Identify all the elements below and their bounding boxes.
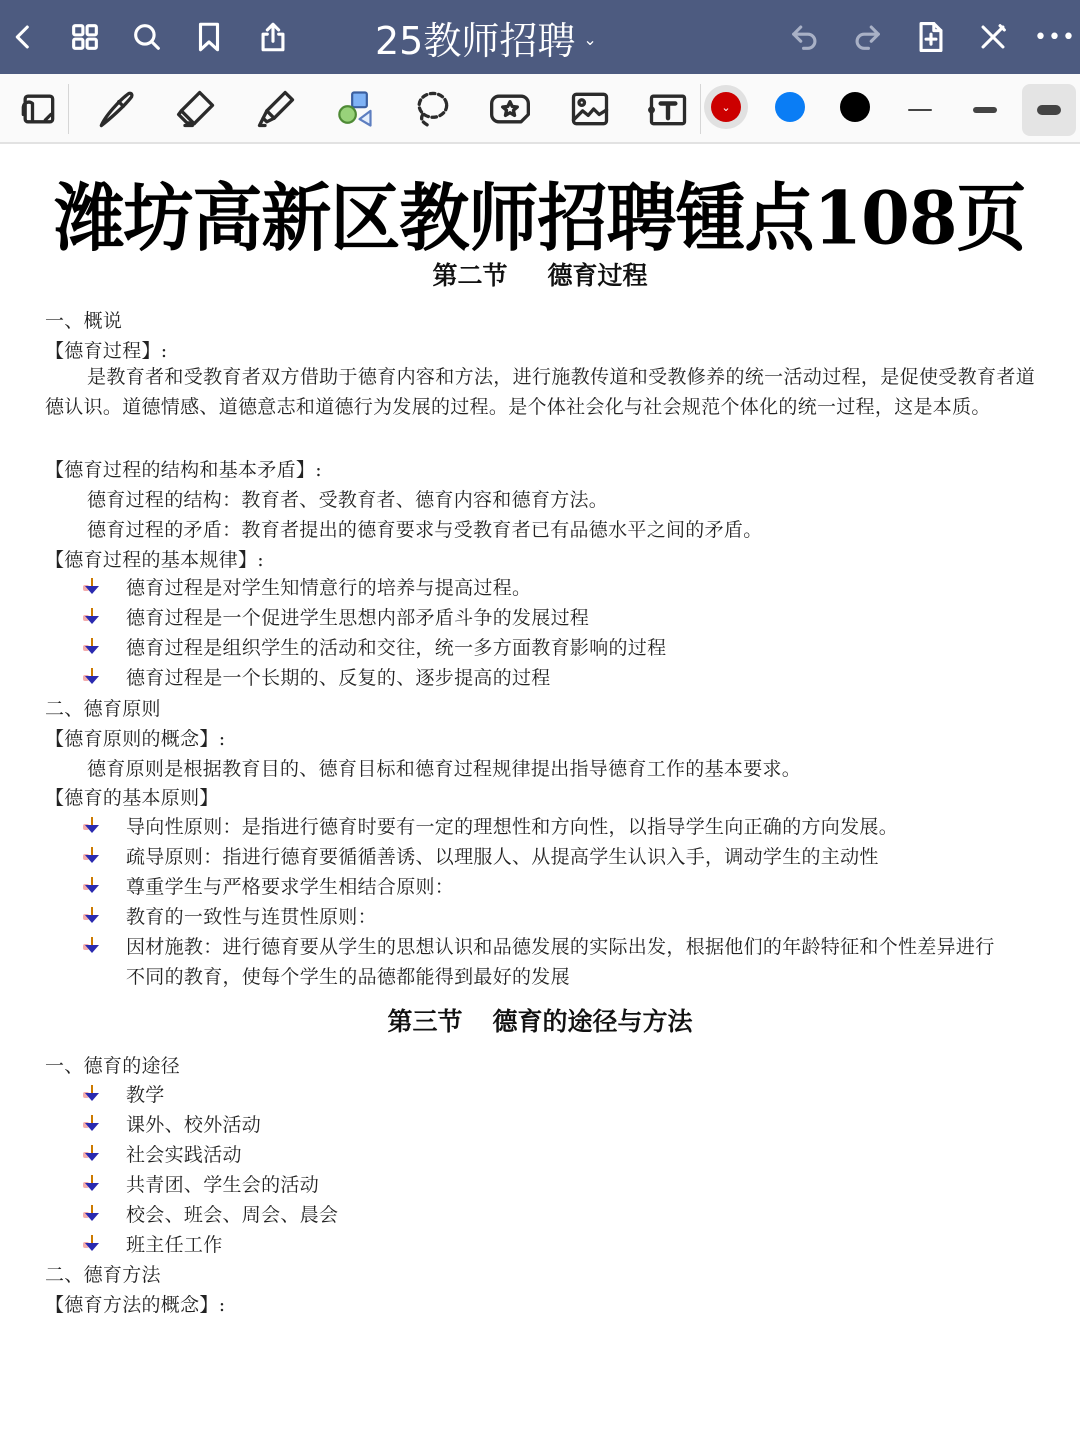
text-box-icon[interactable] (642, 84, 694, 134)
arrow-bullet-icon (82, 666, 102, 688)
list-item: 校会、班会、周会、晨会 (82, 1200, 338, 1227)
toolbar-divider (700, 84, 701, 134)
contradiction-text: 德育过程的矛盾：教育者提出的德育要求与受教育者已有品德水平之间的矛盾。 (87, 519, 763, 541)
add-page-icon[interactable] (912, 18, 950, 56)
section-heading-2 (0, 256, 1080, 292)
term-label: 【德育方法的概念】: (45, 1294, 226, 1316)
list-item: 德育过程是组织学生的活动和交往，统一多方面教育影响的过程 (82, 633, 666, 660)
read-mode-icon[interactable] (12, 84, 64, 134)
arrow-bullet-icon (82, 1113, 102, 1135)
list-item: 教学 (82, 1080, 165, 1107)
document-page (0, 146, 1080, 1440)
arrow-bullet-icon (82, 606, 102, 628)
list-item: 德育过程是对学生知情意行的培养与提高过程。 (82, 573, 531, 600)
document-title-dropdown[interactable] (375, 12, 597, 62)
shapes-icon[interactable] (328, 84, 380, 134)
list-item: 因材施教：进行德育要从学生的思想认识和品德发展的实际出发，根据他们的年龄特征和个性差异进行 (82, 932, 995, 959)
list-item: 德育过程是一个促进学生思想内部矛盾斗争的发展过程 (82, 603, 589, 630)
arrow-bullet-icon (82, 1173, 102, 1195)
lasso-icon[interactable] (406, 84, 458, 134)
back-icon[interactable] (4, 18, 42, 56)
term-label: 【德育的基本原则】 (45, 787, 219, 809)
top-nav-bar (0, 0, 1080, 74)
arrow-bullet-icon (82, 636, 102, 658)
redo-icon[interactable] (848, 18, 886, 56)
arrow-bullet-icon (82, 1143, 102, 1165)
section-heading-3 (0, 1002, 1080, 1038)
arrow-bullet-icon (82, 1233, 102, 1255)
structure-text: 德育过程的结构：教育者、受教育者、德育内容和德育方法。 (87, 489, 609, 511)
list-item: 班主任工作 (82, 1230, 223, 1257)
list-item: 德育过程是一个长期的、反复的、逐步提高的过程 (82, 663, 551, 690)
chevron-down-icon: ⌄ (721, 100, 731, 114)
list-item: 疏导原则：指进行德育要循循善诱、以理服人、从提高学生认识入手，调动学生的主动性 (82, 842, 879, 869)
toolbar-divider (68, 84, 69, 134)
list-item: 导向性原则：是指进行德育时要有一定的理想性和方向性，以指导学生向正确的方向发展。 (82, 812, 898, 839)
arrow-bullet-icon (82, 1203, 102, 1225)
part-heading: 一、德育的途径 (45, 1055, 181, 1077)
arrow-bullet-icon (82, 576, 102, 598)
arrow-bullet-icon (82, 905, 102, 927)
list-item: 课外、校外活动 (82, 1110, 261, 1137)
term-definition: 是教育者和受教育者双方借助于德育内容和方法，进行施教传道和受教修养的统一活动过程，是促使受教育者道德认识。道德情感、道德意志和道德行为发展的过程。是个体社会化与社会规范个体化的统一过程，这是本质。 (45, 366, 1035, 418)
undo-icon[interactable] (786, 18, 824, 56)
share-icon[interactable] (254, 18, 292, 56)
part-heading: 二、德育方法 (45, 1264, 161, 1286)
stroke-width-thick[interactable] (1022, 84, 1076, 136)
arrow-bullet-icon (82, 935, 102, 957)
chevron-down-icon: ⌄ (583, 29, 597, 49)
stroke-width-medium[interactable] (958, 84, 1012, 136)
term-label: 【德育过程的基本规律】: (45, 549, 265, 571)
list-item: 尊重学生与严格要求学生相结合原则： (82, 872, 454, 899)
color-swatch-blue[interactable] (775, 92, 805, 122)
arrow-bullet-icon (82, 875, 102, 897)
part-heading: 一、概说 (45, 310, 123, 332)
list-item: 社会实践活动 (82, 1140, 242, 1167)
more-icon[interactable]: ••• (1034, 24, 1076, 50)
sticker-icon[interactable] (484, 84, 536, 134)
color-swatch-black[interactable] (840, 92, 870, 122)
term-label: 【德育过程】: (45, 340, 168, 362)
color-swatch-red[interactable] (711, 92, 741, 122)
pen-icon[interactable] (90, 84, 142, 134)
section-number: 第三节 (387, 1007, 463, 1036)
part-heading: 二、德育原则 (45, 698, 161, 720)
section-name: 德育的途径与方法 (492, 1007, 693, 1036)
term-definition: 德育原则是根据教育目的、德育目标和德育过程规律提出指导德育工作的基本要求。 (87, 758, 802, 780)
stroke-width-thin[interactable] (893, 84, 947, 136)
section-number: 第二节 (432, 261, 508, 290)
section-name: 德育过程 (547, 261, 648, 290)
highlighter-icon[interactable] (250, 84, 302, 134)
term-label: 【德育过程的结构和基本矛盾】: (45, 459, 322, 481)
arrow-bullet-icon (82, 1083, 102, 1105)
image-icon[interactable] (564, 84, 616, 134)
list-item-continuation: 不同的教育，使每个学生的品德都能得到最好的发展 (126, 966, 570, 988)
search-icon[interactable] (128, 18, 166, 56)
eraser-icon[interactable] (170, 84, 222, 134)
arrow-bullet-icon (82, 845, 102, 867)
list-item: 教育的一致性与连贯性原则： (82, 902, 377, 929)
bookmark-icon[interactable] (190, 18, 228, 56)
close-edit-icon[interactable] (974, 18, 1012, 56)
list-item: 共青团、学生会的活动 (82, 1170, 319, 1197)
term-label: 【德育原则的概念】: (45, 728, 226, 750)
document-title: 25教师招聘 (375, 18, 576, 63)
arrow-bullet-icon (82, 815, 102, 837)
grid-icon[interactable] (66, 18, 104, 56)
page-title: 潍坊高新区教师招聘锺点108页 (54, 174, 1026, 262)
